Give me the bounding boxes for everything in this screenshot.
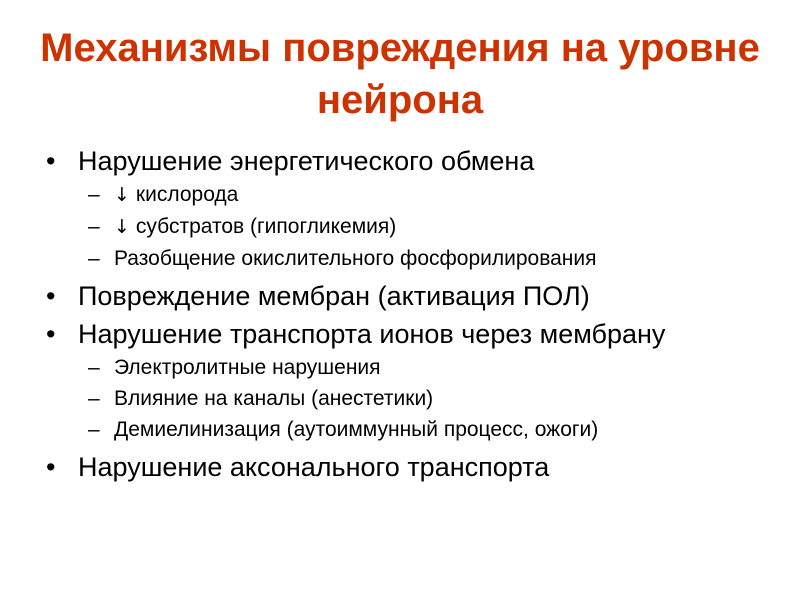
- sub-item-electrolyte: [44, 355, 764, 380]
- bullet-icon: •: [46, 146, 56, 176]
- dash-icon: –: [88, 387, 100, 410]
- slide-title: Механизмы повреждения на уровне нейрона: [40, 26, 760, 122]
- bullet-icon: •: [46, 452, 56, 482]
- sub-item-text: Демиелинизация (аутоиммунный процесс, ожоги): [114, 418, 599, 441]
- sub-item-text: Разобщение окислительного фосфорилирования: [114, 247, 597, 270]
- bullet-icon: •: [46, 319, 56, 349]
- dash-icon: –: [88, 215, 100, 238]
- sub-item-text: кислорода: [135, 183, 239, 206]
- bullet-item-energy-metabolism: [44, 146, 764, 176]
- bullet-text: Нарушение энергетического обмена: [78, 146, 535, 176]
- sub-item-demyelination: [44, 417, 764, 442]
- dash-icon: –: [88, 183, 100, 206]
- sub-item-uncoupling: [44, 246, 764, 271]
- bullet-item-ion-transport: [44, 319, 764, 349]
- bullet-text: Повреждение мембран (активация ПОЛ): [78, 281, 590, 311]
- bullet-item-membrane-damage: [44, 281, 764, 311]
- bullet-item-axonal-transport: [44, 452, 764, 482]
- bullet-list: [44, 140, 764, 482]
- sub-item-text: Электролитные нарушения: [114, 356, 381, 379]
- down-arrow-icon: ↓: [114, 216, 130, 238]
- sub-item-text: Влияние на каналы (анестетики): [114, 387, 434, 410]
- bullet-text: Нарушение аксонального транспорта: [78, 452, 550, 482]
- sub-item-text: субстратов (гипогликемия): [135, 215, 397, 238]
- dash-icon: –: [88, 356, 100, 379]
- dash-icon: –: [88, 247, 100, 270]
- bullet-icon: •: [46, 281, 56, 311]
- down-arrow-icon: ↓: [114, 184, 130, 206]
- bullet-text: Нарушение транспорта ионов через мембрану: [78, 319, 666, 349]
- sub-item-oxygen: [44, 182, 764, 208]
- sub-item-substrates: [44, 214, 764, 240]
- dash-icon: –: [88, 418, 100, 441]
- sub-item-channels: [44, 386, 764, 411]
